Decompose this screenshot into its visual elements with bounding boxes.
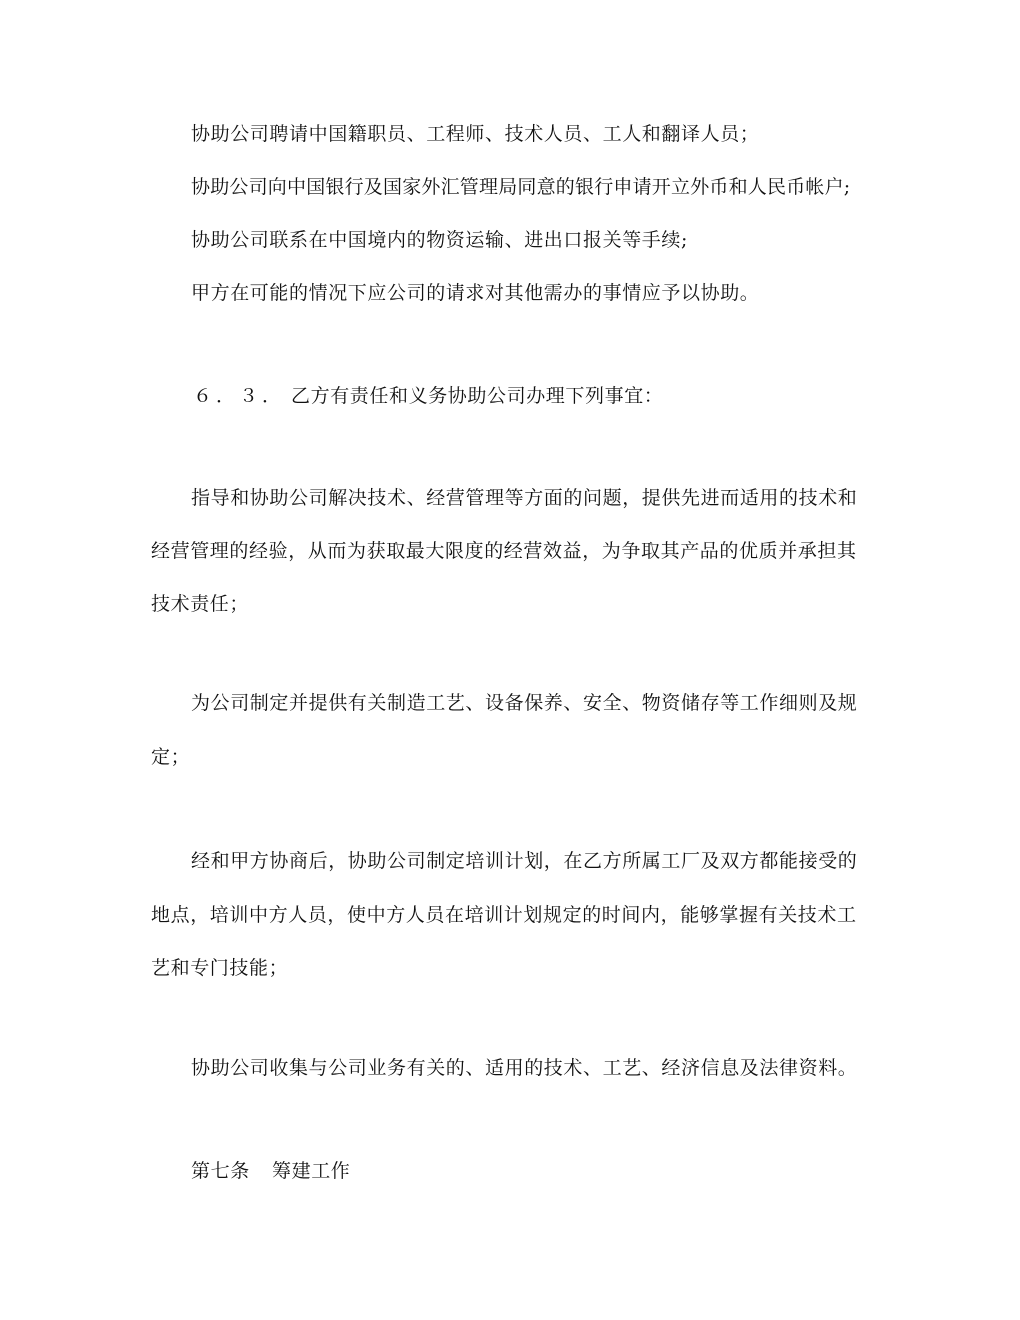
section-number: ６．３．	[193, 385, 286, 407]
list-item: 协助公司向中国银行及国家外汇管理局同意的银行申请开立外币和人民币帐户;	[191, 176, 851, 198]
list-item: 协助公司聘请中国籍职员、工程师、技术人员、工人和翻译人员；	[191, 123, 760, 145]
paragraph-line: 指导和协助公司解决技术、经营管理等方面的问题，提供先进而适用的技术和	[191, 487, 858, 509]
list-item: 甲方在可能的情况下应公司的请求对其他需办的事情应予以协助。	[191, 282, 760, 304]
list-item: 协助公司联系在中国境内的物资运输、进出口报关等手续;	[191, 229, 689, 251]
section-heading: 乙方有责任和义务协助公司办理下列事宜：	[291, 385, 664, 407]
paragraph-line: 地点，培训中方人员，使中方人员在培训计划规定的时间内，能够掌握有关技术工	[151, 904, 857, 926]
paragraph-line: 协助公司收集与公司业务有关的、适用的技术、工艺、经济信息及法律资料。	[191, 1057, 858, 1079]
article-number: 第七条	[191, 1160, 250, 1182]
paragraph-line: 艺和专门技能；	[151, 957, 289, 979]
paragraph-line: 定；	[151, 746, 191, 768]
paragraph-line: 技术责任；	[151, 593, 250, 615]
paragraph-line: 为公司制定并提供有关制造工艺、设备保养、安全、物资储存等工作细则及规	[191, 692, 858, 714]
paragraph-line: 经营管理的经验，从而为获取最大限度的经营效益，为争取其产品的优质并承担其	[151, 540, 857, 562]
article-title: 筹建工作	[272, 1160, 351, 1182]
paragraph-line: 经和甲方协商后，协助公司制定培训计划，在乙方所属工厂及双方都能接受的	[191, 850, 858, 872]
